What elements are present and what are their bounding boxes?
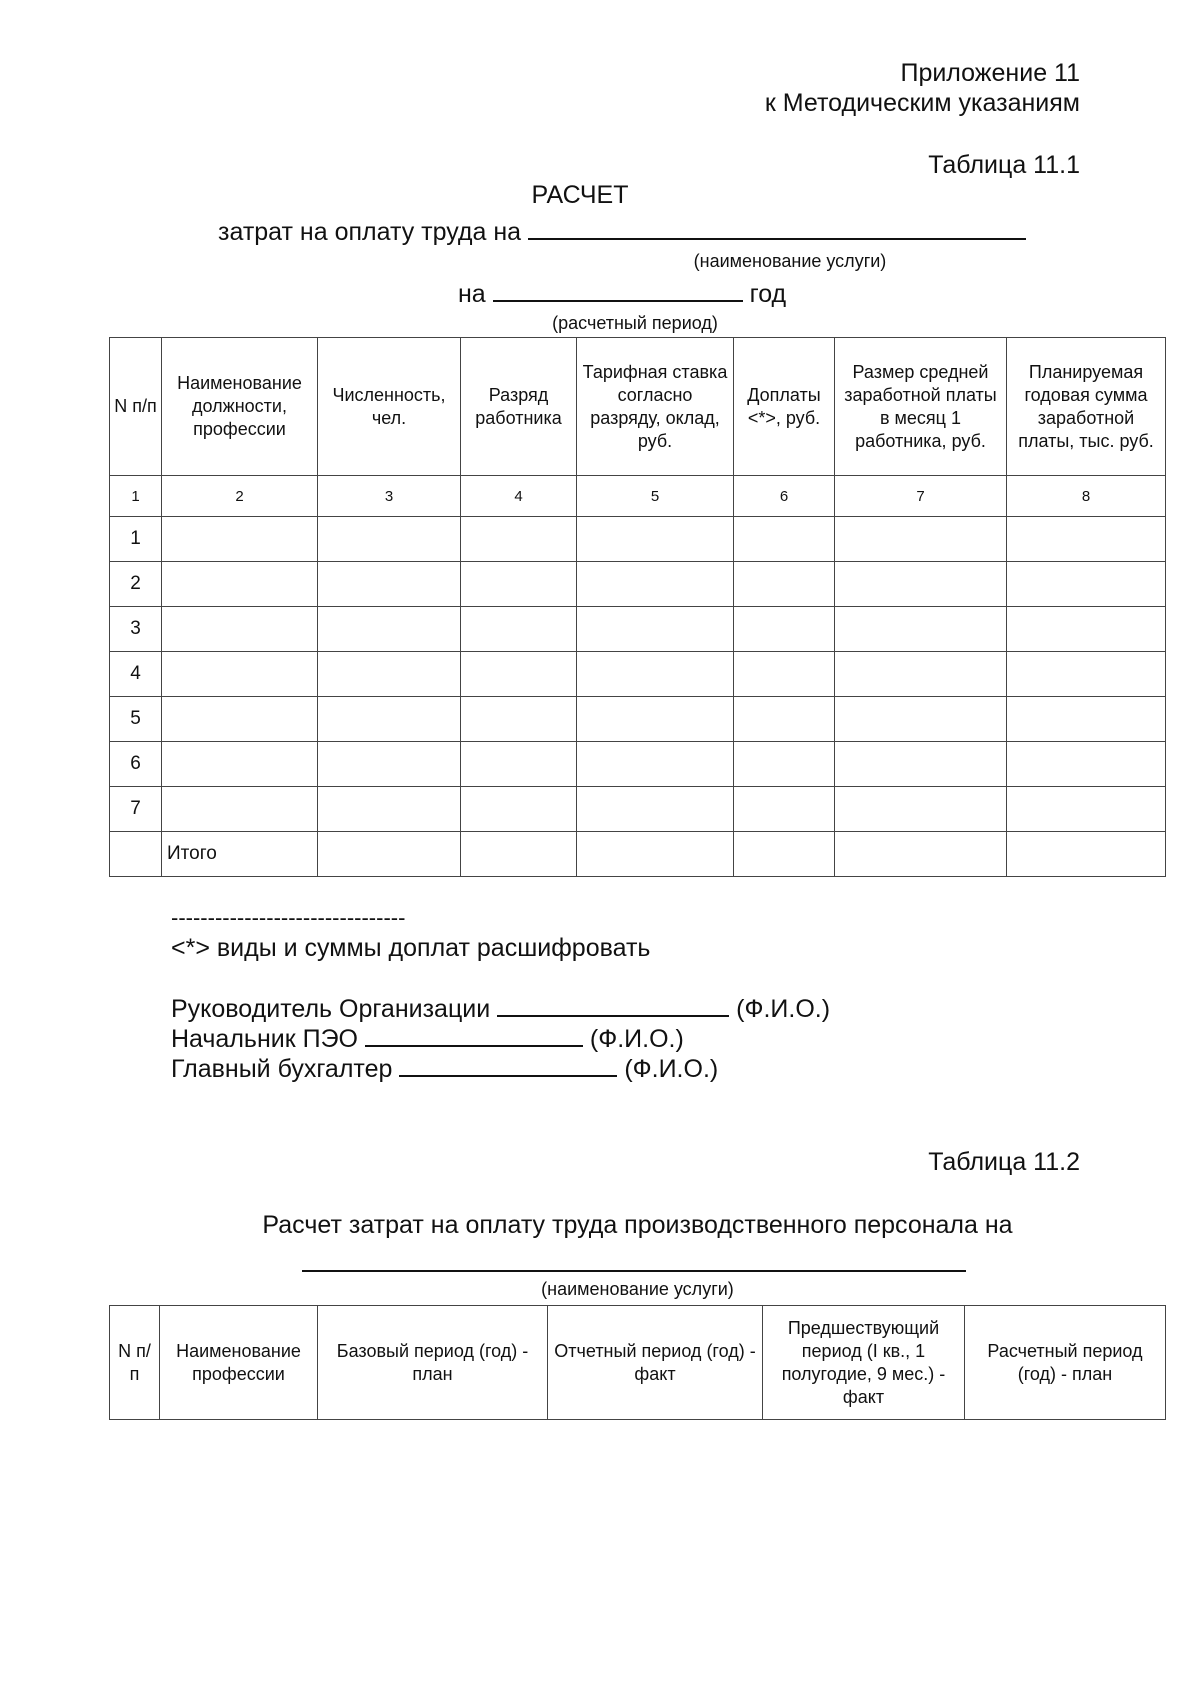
empty-cell	[1007, 787, 1166, 832]
table2-service-hint: (наименование услуги)	[541, 1279, 734, 1299]
empty-cell	[461, 562, 577, 607]
empty-cell	[734, 517, 835, 562]
column-number: 1	[110, 476, 162, 517]
table2	[109, 1305, 1166, 1420]
signature-chief-accountant	[171, 1053, 1071, 1084]
row-number: 6	[110, 742, 162, 787]
empty-cell	[318, 697, 461, 742]
empty-cell	[577, 607, 734, 652]
col-header: Тарифная ставка согласно разряду, оклад, руб.	[577, 338, 734, 476]
table-row	[110, 787, 1166, 832]
service-name-hint: (наименование услуги)	[693, 251, 887, 271]
table-row	[110, 742, 1166, 787]
empty-cell	[1007, 742, 1166, 787]
empty-cell	[461, 832, 577, 877]
table2-label: Таблица 11.2	[928, 1148, 1080, 1176]
empty-cell	[835, 652, 1007, 697]
table-row	[110, 607, 1166, 652]
empty-cell	[734, 607, 835, 652]
col-header: Базовый период (год) - план	[318, 1306, 548, 1420]
table1-period	[458, 278, 858, 309]
row-number: 4	[110, 652, 162, 697]
signature-fio: (Ф.И.О.)	[624, 1055, 719, 1083]
col-header: Отчетный период (год) - факт	[548, 1306, 763, 1420]
empty-cell	[461, 517, 577, 562]
empty-cell	[577, 787, 734, 832]
empty-cell	[318, 742, 461, 787]
empty-cell	[577, 652, 734, 697]
appendix-number: Приложение 11	[900, 59, 1080, 87]
empty-cell	[1007, 832, 1166, 877]
empty-cell	[318, 787, 461, 832]
empty-cell	[162, 652, 318, 697]
signature-fio: (Ф.И.О.)	[589, 1025, 684, 1053]
empty-cell	[461, 787, 577, 832]
col-header: Наименование профессии	[160, 1306, 318, 1420]
empty-cell	[162, 697, 318, 742]
empty-cell	[835, 562, 1007, 607]
col-header: Разряд работника	[461, 338, 577, 476]
empty-cell	[734, 697, 835, 742]
col-header: Численность, чел.	[318, 338, 461, 476]
column-number: 6	[734, 476, 835, 517]
empty-cell	[461, 652, 577, 697]
row-number: 5	[110, 697, 162, 742]
empty-cell	[1007, 697, 1166, 742]
col-header: Расчетный период (год) - план	[965, 1306, 1166, 1420]
empty-cell	[835, 517, 1007, 562]
total-label: Итого	[162, 832, 318, 877]
empty-cell	[162, 607, 318, 652]
signature-line	[399, 1053, 617, 1077]
table1	[109, 337, 1166, 877]
row-number: 7	[110, 787, 162, 832]
period-hint: (расчетный период)	[552, 313, 718, 333]
empty-cell	[577, 742, 734, 787]
row-number: 3	[110, 607, 162, 652]
signature-role: Руководитель Организации	[171, 995, 491, 1023]
empty-cell	[734, 787, 835, 832]
empty-cell	[318, 652, 461, 697]
empty-cell	[835, 607, 1007, 652]
footnote-text: <*> виды и суммы доплат расшифровать	[171, 934, 651, 962]
table-row	[110, 517, 1166, 562]
empty-cell	[577, 697, 734, 742]
appendix-reference: к Методическим указаниям	[764, 89, 1080, 117]
column-number-row	[110, 476, 1166, 517]
table1-title: РАСЧЕТ	[531, 181, 629, 209]
column-number: 4	[461, 476, 577, 517]
empty-cell	[461, 742, 577, 787]
empty-cell	[461, 697, 577, 742]
column-number: 2	[162, 476, 318, 517]
empty-cell	[162, 562, 318, 607]
col-header: N п/п	[110, 1306, 160, 1420]
empty-cell	[318, 607, 461, 652]
empty-cell	[734, 562, 835, 607]
table-row	[110, 652, 1166, 697]
empty-cell	[835, 697, 1007, 742]
empty-cell	[1007, 652, 1166, 697]
signature-peo-head	[171, 1023, 1071, 1054]
empty-cell	[1007, 607, 1166, 652]
table-row	[110, 697, 1166, 742]
col-header: Наименование должности, профессии	[162, 338, 318, 476]
empty-cell	[318, 562, 461, 607]
table2-service-line	[302, 1248, 966, 1272]
empty-cell	[734, 652, 835, 697]
table2-header-row	[110, 1306, 1166, 1420]
table1-subtitle-prefix: затрат на оплату труда на	[218, 218, 522, 246]
empty-cell	[577, 832, 734, 877]
empty-cell	[835, 787, 1007, 832]
empty-cell	[318, 517, 461, 562]
empty-cell	[318, 832, 461, 877]
col-header: N п/п	[110, 338, 162, 476]
signature-line	[365, 1023, 583, 1047]
row-number: 1	[110, 517, 162, 562]
empty-cell	[110, 832, 162, 877]
table2-title: Расчет затрат на оплату труда производственного персонала на	[262, 1211, 1013, 1239]
column-number: 3	[318, 476, 461, 517]
signature-director	[171, 993, 1071, 1024]
period-prefix: на	[458, 280, 486, 308]
table1-label: Таблица 11.1	[928, 151, 1080, 179]
signature-line	[497, 993, 729, 1017]
empty-cell	[162, 742, 318, 787]
empty-cell	[461, 607, 577, 652]
empty-cell	[1007, 517, 1166, 562]
period-suffix: год	[749, 280, 787, 308]
signature-role: Начальник ПЭО	[171, 1025, 358, 1053]
empty-cell	[835, 832, 1007, 877]
table-row	[110, 562, 1166, 607]
empty-cell	[162, 787, 318, 832]
empty-cell	[734, 742, 835, 787]
service-name-line	[528, 216, 1026, 240]
empty-cell	[577, 562, 734, 607]
col-header: Размер средней заработной платы в месяц 1 работника, руб.	[835, 338, 1007, 476]
table1-header-row	[110, 338, 1166, 476]
col-header: Доплаты <*>, руб.	[734, 338, 835, 476]
signature-role: Главный бухгалтер	[171, 1055, 393, 1083]
column-number: 8	[1007, 476, 1166, 517]
period-line	[493, 278, 743, 302]
signature-fio: (Ф.И.О.)	[736, 995, 831, 1023]
footnote-separator: --------------------------------	[171, 905, 406, 930]
empty-cell	[835, 742, 1007, 787]
column-number: 5	[577, 476, 734, 517]
empty-cell	[162, 517, 318, 562]
table1-subtitle	[218, 216, 1038, 247]
empty-cell	[734, 832, 835, 877]
col-header: Планируемая годовая сумма заработной платы, тыс. руб.	[1007, 338, 1166, 476]
empty-cell	[577, 517, 734, 562]
row-number: 2	[110, 562, 162, 607]
total-row	[110, 832, 1166, 877]
column-number: 7	[835, 476, 1007, 517]
col-header: Предшествующий период (I кв., 1 полугодие, 9 мес.) - факт	[763, 1306, 965, 1420]
empty-cell	[1007, 562, 1166, 607]
